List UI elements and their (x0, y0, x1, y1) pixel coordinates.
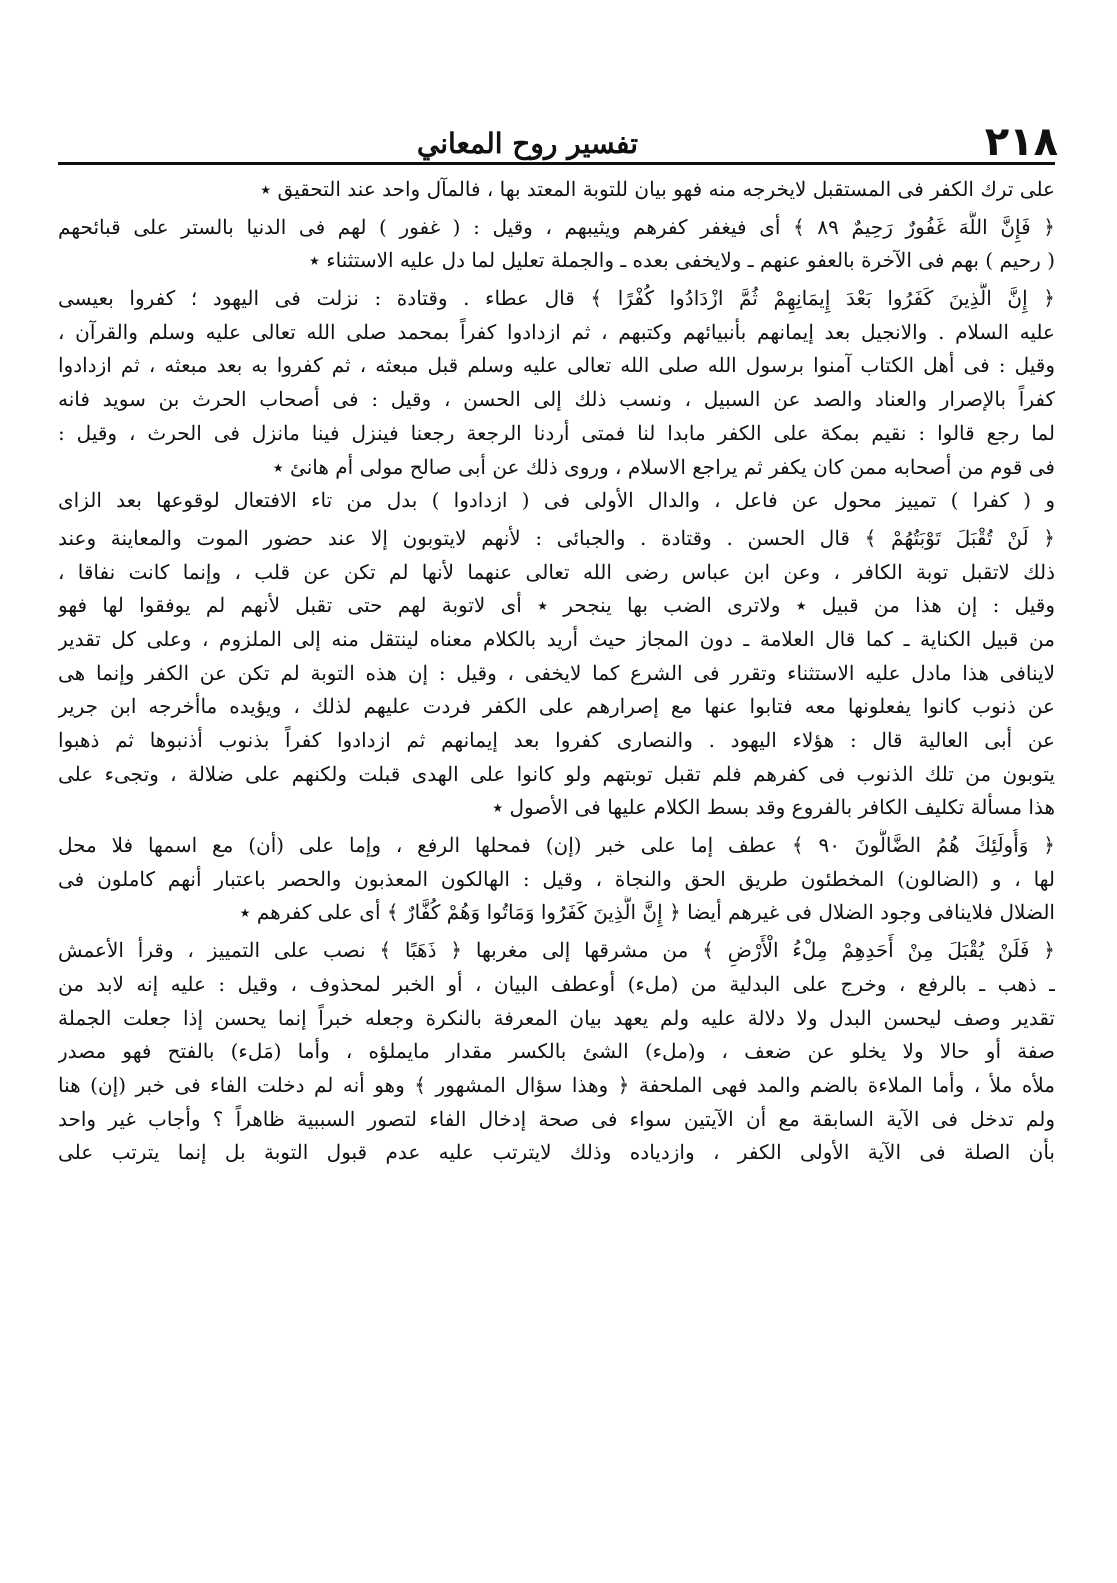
text-line: عليه السلام . والانجيل بعد إيمانهم بأنبيائهم وكتبهم ، ثم ازدادوا كفراً بمحمد صلى الله تعالى عليه وسلم والقرآن ، (58, 319, 1055, 344)
text-line: ﴿ وَأُولَئِكَ هُمُ الضَّالُّونَ ٩٠ ﴾ عطف إما على خبر (إن) فمحلها الرفع ، وإما على (أن) مع اسمها فلا محل (58, 833, 1055, 858)
text-line: عن أبى العالية قال : هؤلاء اليهود . والنصارى كفروا بعد إيمانهم ثم ازدادوا كفراً بذنوب أذنبوها ثم ذهبوا (58, 728, 1055, 752)
text-line: لما رجع قالوا : نقيم بمكة على الكفر مابدا لنا فمتى أردنا الرجعة رجعنا فينزل فينا مانزل فى الحرث ، وقيل : (58, 420, 1055, 445)
text-line: ﴿ فَلَنْ يُقْبَلَ مِنْ أَحَدِهِمْ مِلْءُ الْأَرْضِ ﴾ من مشرقها إلى مغربها ﴿ ذَهَبًا ﴾ نصب على التمييز ، وقرأ الأعمش (58, 938, 1055, 963)
text-line: وقيل : إن هذا من قبيل ٭ ولاترى الضب بها ينجحر ٭ أى لاتوبة لهم حتى تقبل لأنهم لم يوفقوا لها فهو (58, 593, 1055, 618)
text-line: ﴿ إِنَّ الَّذِينَ كَفَرُوا بَعْدَ إِيمَانِهِمْ ثُمَّ ازْدَادُوا كُفْرًا ﴾ قال عطاء . وقتادة : نزلت فى اليهود ؛ كفروا بعيسى (58, 286, 1055, 311)
text-line: ﴿ فَإِنَّ اللَّهَ غَفُورٌ رَحِيمٌ ٨٩ ﴾ أى فيغفر كفرهم ويثيبهم ، وقيل : ( غفور ) لهم فى الدنيا بالستر على قبائحهم (58, 214, 1055, 239)
text-line: فى قوم من أصحابه ممن كان يكفر ثم يراجع الاسلام ، وروى ذلك عن أبى صالح مولى أم هانئ ٭ (272, 454, 1055, 479)
text-line: ـ ذهب ـ بالرفع ، وخرج على البدلية من (ملء) أوعطف البيان ، أو الخبر لمحذوف ، وقيل : عليه إنه لابد من (58, 971, 1055, 996)
text-line: الضلال فلاينافى وجود الضلال فى غيرهم أيضا ﴿ إِنَّ الَّذِينَ كَفَرُوا وَمَاتُوا وَهُمْ كُفَّارٌ ﴾ أى على كفرهم ٭ (239, 900, 1055, 925)
text-line: تقدير وصف ليحسن البدل ولا دلالة عليه ولم يعهد بيان المعرفة بالنكرة وجعله خبراً إنما يحسن إذا جعلت الجملة (58, 1005, 1055, 1030)
text-line: ذلك لاتقبل توبة الكافر ، وعن ابن عباس رضى الله تعالى عنهما لأنها لم تكن عن قلب ، وإنما كانت نفاقا ، (58, 559, 1055, 584)
text-line: من قبيل الكناية ـ كما قال العلامة ـ دون المجاز حيث أريد بالكلام معناه لينتقل منه إلى الملزوم ، وعلى كل تقدير (58, 626, 1055, 651)
page-number: ٢١٨ (984, 119, 1058, 165)
text-line: هذا مسألة تكليف الكافر بالفروع وقد بسط الكلام عليها فى الأصول ٭ (492, 795, 1055, 820)
page-header (58, 112, 1058, 168)
text-line: بأن الصلة فى الآية الأولى الكفر ، وازدياده وذلك لايترتب عليه عدم قبول التوبة بل إنما يترتب على (58, 1140, 1055, 1165)
text-line: ولم تدخل فى الآية السابقة مع أن الآيتين سواء فى صحة إدخال الفاء لتصور السببية ظاهراً ؟ وأجاب غير واحد (58, 1106, 1055, 1131)
text-line: ملأه ملأ ، وأما الملاءة بالضم والمد فهى الملحفة ﴿ وهذا سؤال المشهور ﴾ وهو أنه لم دخلت الفاء فى خبر (إن) هنا (58, 1072, 1055, 1097)
text-line: صفة أو حالا ولا يخلو عن ضعف ، و(ملء) الشئ بالكسر مقدار مايملؤه ، وأما (مَلء) بالفتح فهو مصدر (58, 1039, 1055, 1064)
running-title: تفسير روح المعاني (416, 127, 638, 160)
text-line: على ترك الكفر فى المستقبل لايخرجه منه فهو بيان للتوبة المعتد بها ، فالمآل واحد عند التحقيق ٭ (260, 177, 1055, 201)
text-line: لاينافى هذا مادل عليه الاستثناء وتقرر فى الشرع كما لايخفى ، وقيل : إن هذه التوبة لم تكن عن الكفر وإنما هى (58, 660, 1055, 685)
text-line: و ( كفرا ) تمييز محول عن فاعل ، والدال الأولى فى ( ازدادوا ) بدل من تاء الافتعال لوقوعها بعد الزاى (58, 488, 1055, 513)
text-line: ﴿ لَنْ تُقْبَلَ تَوْبَتُهُمْ ﴾ قال الحسن . وقتادة . والجبائى : لأنهم لايتوبون إلا عند حضور الموت والمعاينة وعند (58, 525, 1055, 550)
text-line: لها ، و (الضالون) المخطئون طريق الحق والنجاة ، وقيل : الهالكون المعذبون والحصر باعتبار أنهم كاملون فى (58, 866, 1055, 891)
text-line: عن ذنوب كانوا يفعلونها معه فتابوا عنها مع إصرارهم على الكفر فردت عليهم لذلك ، ويؤيده ماأخرجه ابن جرير (58, 694, 1055, 719)
text-line: كفراً بالإصرار والعناد والصد عن السبيل ، ونسب ذلك إلى الحسن ، وقيل : فى أصحاب الحرث بن سويد فانه (58, 387, 1055, 412)
body-text (58, 173, 1055, 1170)
text-line: يتوبون من تلك الذنوب فى كفرهم فلم تقبل توبتهم ولو كانوا على الهدى قبلت ولكنهم على ضلالة ، وتجىء على (58, 761, 1055, 786)
text-line: ( رحيم ) بهم فى الآخرة بالعفو عنهم ـ ولايخفى بعده ـ والجملة تعليل لما دل عليه الاستثناء ٭ (308, 248, 1055, 273)
header-rule (58, 162, 1055, 165)
text-line: وقيل : فى أهل الكتاب آمنوا برسول الله صلى الله تعالى عليه وسلم قبل مبعثه ، ثم كفروا به بعد مبعثه ، ثم ازدادوا (58, 353, 1055, 378)
